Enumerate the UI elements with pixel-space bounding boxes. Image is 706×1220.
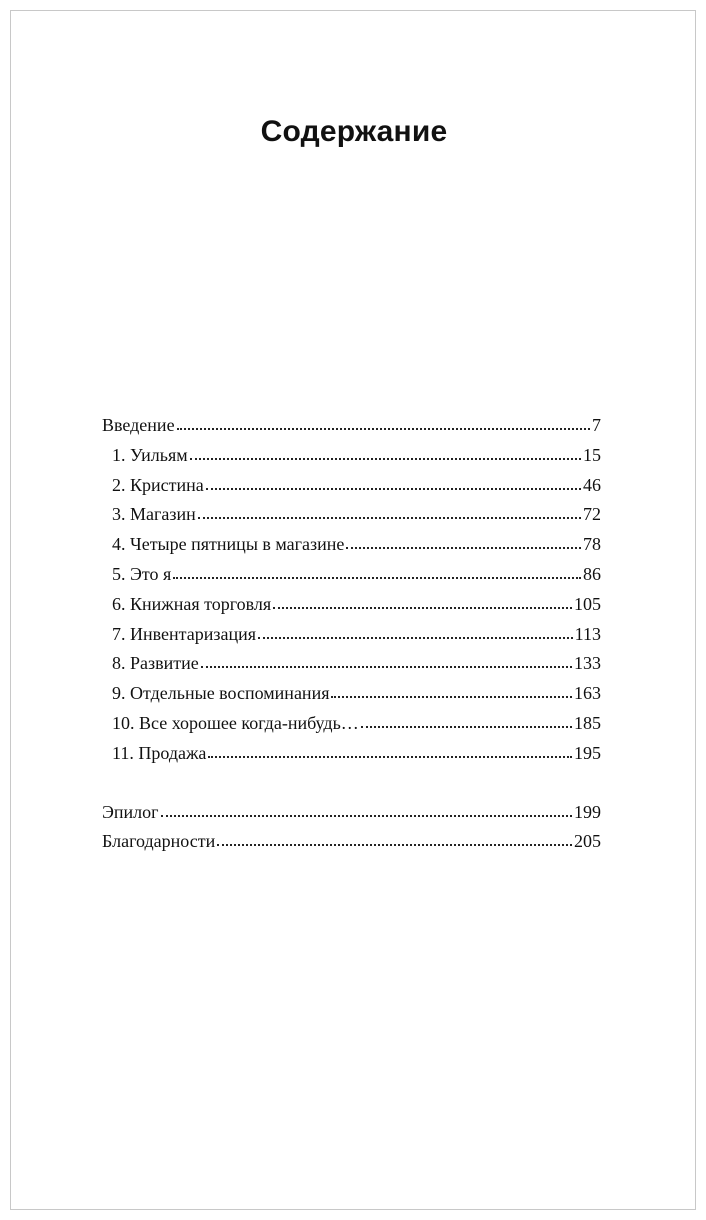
toc-entry-page: 185 — [574, 712, 601, 733]
toc-entry-page: 133 — [574, 653, 601, 674]
toc-entry-chapter — [102, 500, 601, 530]
toc-entry-chapter — [102, 441, 601, 471]
toc-entry-chapter — [102, 471, 601, 501]
toc-entry-page: 105 — [574, 593, 601, 614]
toc-entry-chapter — [102, 709, 601, 739]
toc-entry-intro — [102, 411, 601, 441]
toc-entry-label: 6. Книжная торговля — [112, 593, 272, 614]
toc-dot-leader — [346, 545, 581, 549]
toc-entry-label: 1. Уильям — [112, 444, 188, 465]
toc-dot-leader — [201, 664, 572, 668]
toc-entry-chapter — [102, 649, 601, 679]
toc-dot-leader — [177, 426, 590, 430]
toc-entry-chapter — [102, 620, 601, 650]
toc-entry-epilogue — [102, 798, 601, 828]
toc-entry-label: 9. Отдельные воспоминания — [112, 683, 330, 704]
toc-entry-chapter — [102, 590, 601, 620]
toc-entry-chapter — [102, 560, 601, 590]
toc-entry-label: 4. Четыре пятницы в магазине — [112, 534, 345, 555]
toc-entry-label: 10. Все хорошее когда-нибудь… — [112, 712, 359, 733]
toc-entry-page: 15 — [583, 444, 601, 465]
table-of-contents — [102, 411, 601, 857]
toc-entry-page: 163 — [574, 683, 601, 704]
toc-dot-leader — [217, 842, 572, 846]
toc-dot-leader — [190, 456, 581, 460]
toc-entry-acknowledgements — [102, 827, 601, 857]
toc-entry-page: 86 — [583, 563, 601, 584]
toc-entry-page: 7 — [592, 415, 601, 435]
book-page — [10, 10, 696, 1210]
toc-dot-leader — [206, 486, 581, 490]
toc-entry-label: 8. Развитие — [112, 653, 199, 674]
toc-section-gap — [102, 769, 601, 798]
toc-entry-page: 72 — [583, 504, 601, 525]
toc-entry-label: 5. Это я — [112, 563, 172, 584]
toc-entry-label: 3. Магазин — [112, 504, 196, 525]
toc-entry-chapter — [102, 739, 601, 769]
toc-dot-leader — [173, 575, 581, 579]
toc-dot-leader — [258, 635, 573, 639]
toc-dot-leader — [331, 694, 572, 698]
toc-entry-label: Благодарности — [102, 831, 216, 852]
toc-entry-chapter — [102, 530, 601, 560]
toc-entry-page: 205 — [574, 831, 601, 852]
toc-entry-label: 11. Продажа — [112, 742, 207, 763]
toc-entry-page: 78 — [583, 534, 601, 555]
toc-entry-page: 195 — [574, 742, 601, 763]
toc-dot-leader — [161, 813, 572, 817]
toc-dot-leader — [361, 724, 572, 728]
page-title: Содержание — [260, 115, 448, 148]
toc-entry-chapter — [102, 679, 601, 709]
toc-entry-page: 199 — [574, 801, 601, 822]
toc-dot-leader — [208, 754, 572, 758]
toc-entry-label: 7. Инвентаризация — [112, 623, 256, 644]
toc-entry-label: 2. Кристина — [112, 474, 204, 495]
toc-dot-leader — [198, 515, 581, 519]
toc-dot-leader — [273, 605, 572, 609]
toc-entry-label: Эпилог — [102, 801, 159, 822]
toc-entry-label: Введение — [102, 415, 175, 435]
toc-entry-page: 113 — [574, 623, 601, 644]
toc-entry-page: 46 — [583, 474, 601, 495]
